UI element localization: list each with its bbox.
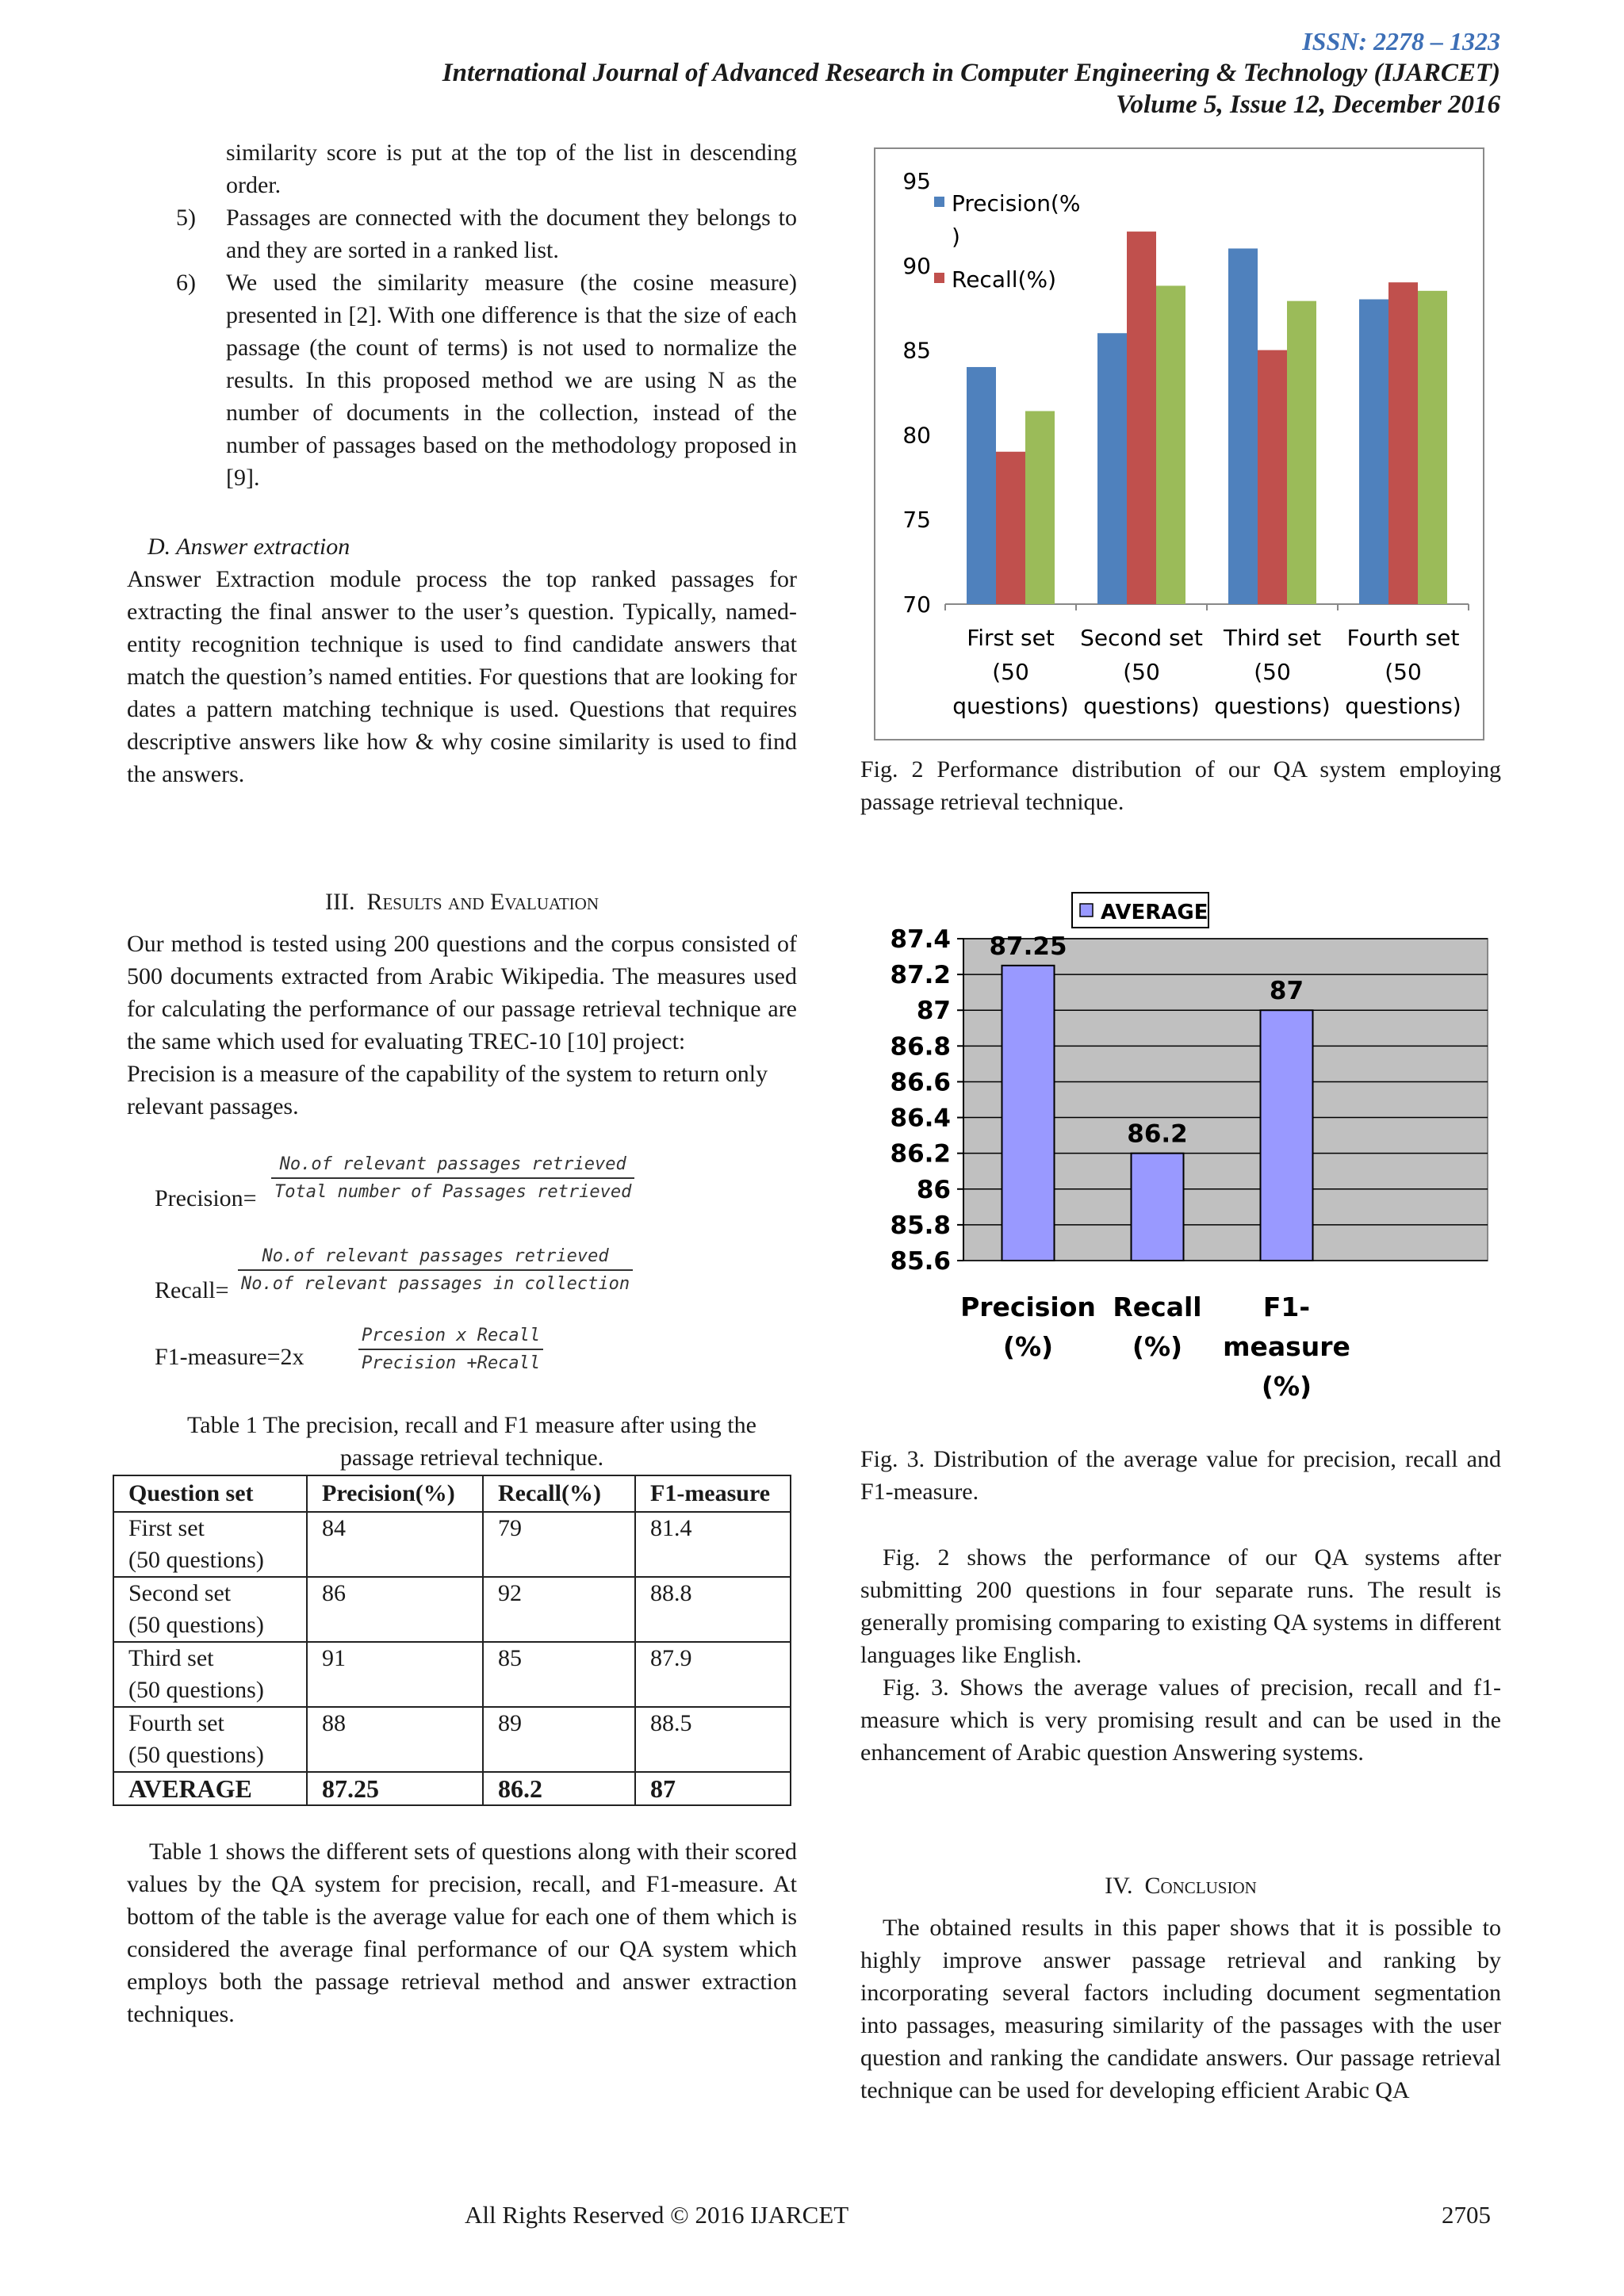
- fraction-numerator: No.of relevant passages retrieved: [238, 1246, 633, 1271]
- section-title: Conclusion: [1144, 1873, 1257, 1899]
- paragraph: Answer Extraction module process the top ranked passages for extracting the final answer to the user’s question. Typically, named-entity recognition technique is used to find candidate answers that match the question’s named entities. For questions that are looking for dates a pattern matching technique is used. Questions that requires descriptive answers like how & why cosine similarity is used to find the answers.: [127, 566, 797, 787]
- legend-swatch: [1080, 904, 1093, 916]
- bar: [1156, 285, 1185, 604]
- paragraph: Our method is tested using 200 questions and the corpus consisted of 500 documents extracted from Arabic Wikipedia. The measures used for calculating the performance of our passage retrieval technique are the same which used for evaluating TREC-10 [10] project:: [127, 931, 797, 1054]
- x-tick-label: First set: [967, 625, 1055, 651]
- bar: [1127, 232, 1156, 604]
- paragraph: Fig. 2 shows the performance of our QA systems after submitting 200 questions in four separate runs. The result is generally promising comparing to existing QA systems in different languages like English.: [860, 1544, 1501, 1668]
- x-tick-label: questions): [1345, 693, 1461, 719]
- y-tick-label: 87.2: [890, 961, 951, 990]
- table-row: [113, 1707, 791, 1772]
- x-tick-label: Precision: [960, 1292, 1096, 1322]
- y-tick-label: 87.4: [890, 925, 951, 954]
- section-heading: D. Answer extraction: [147, 534, 350, 560]
- table-cell: 87.25: [307, 1772, 483, 1805]
- issn-header: ISSN: 2278 – 1323: [1302, 27, 1500, 55]
- table-cell: 84: [307, 1512, 483, 1577]
- legend-swatch: [934, 273, 944, 283]
- table-header: Recall(%): [483, 1475, 635, 1512]
- x-tick-label: Third set: [1223, 625, 1322, 651]
- bar: [1025, 411, 1055, 604]
- y-tick-label: 95: [902, 168, 931, 194]
- bar: [996, 452, 1025, 604]
- y-tick-label: 86.4: [890, 1104, 951, 1133]
- bar: [1228, 248, 1258, 604]
- list-continuation: similarity score is put at the top of the list in descending order.: [226, 140, 797, 198]
- x-tick-label: (%): [1132, 1331, 1183, 1362]
- paragraph: Table 1 shows the different sets of questions along with their scored values by the QA system for precision, recall, and F1-measure. At bottom of the table is the average value for each one of them which is considered the average final performance of our QA system which employs both the passage retrieval method and answer extraction techniques.: [127, 1839, 797, 2027]
- fraction-numerator: No.of relevant passages retrieved: [271, 1154, 634, 1179]
- x-tick-label: (%): [1261, 1371, 1312, 1402]
- legend-label: Recall(%): [952, 266, 1056, 293]
- x-tick-label: Recall: [1113, 1292, 1202, 1322]
- paragraph: Fig. 3. Shows the average values of precision, recall and f1-measure which is very promising result and can be used in the enhancement of Arabic question Answering systems.: [860, 1674, 1501, 1766]
- bar: [1261, 1010, 1313, 1261]
- page-number: 2705: [1442, 2201, 1491, 2229]
- table-cell: 85: [483, 1642, 635, 1707]
- results-table: [113, 1475, 791, 1806]
- bar: [1287, 301, 1316, 604]
- precision-fraction: [271, 1154, 634, 1202]
- paragraph: The obtained results in this paper shows that it is possible to highly improve answer passage retrieval and ranking by incorporating several factors including document segmentation into passages, measuring similarity of the passages with the user question and ranking the candidate answers. Our passage retrieval technique can be used for developing efficient Arabic QA: [860, 1915, 1501, 2103]
- table-cell: Fourth set (50 questions): [113, 1707, 307, 1772]
- table-cell: 86.2: [483, 1772, 635, 1805]
- y-tick-label: 86.2: [890, 1139, 951, 1169]
- y-tick-label: 85.6: [890, 1247, 951, 1276]
- list-item-6: [127, 266, 797, 494]
- table-caption: Table 1 The precision, recall and F1 measure after using the passage retrieval technique.: [187, 1412, 756, 1471]
- list-item-5: [127, 201, 797, 266]
- table-row: [113, 1642, 791, 1707]
- table-header: F1-measure: [635, 1475, 791, 1512]
- x-tick-label: Second set: [1080, 625, 1203, 651]
- results-discussion: [860, 1541, 1501, 1769]
- bar: [1097, 333, 1127, 604]
- table-cell: Third set (50 questions): [113, 1642, 307, 1707]
- x-tick-label: questions): [952, 693, 1069, 719]
- section-number: III.: [324, 889, 355, 915]
- section-heading: [860, 1869, 1501, 1902]
- y-tick-label: 85.8: [890, 1211, 951, 1240]
- y-tick-label: 70: [902, 591, 931, 618]
- bar: [1359, 300, 1388, 604]
- paragraph: Precision is a measure of the capability of the system to return only relevant passages.: [127, 1061, 768, 1119]
- fraction-denominator: No.of relevant passages in collection: [241, 1274, 630, 1294]
- table-cell: 92: [483, 1577, 635, 1642]
- table-cell: 87.9: [635, 1642, 791, 1707]
- table-cell: 88: [307, 1707, 483, 1772]
- bar: [1002, 966, 1055, 1261]
- y-tick-label: 75: [902, 507, 931, 534]
- y-tick-label: 80: [902, 422, 931, 449]
- x-tick-label: measure: [1223, 1331, 1350, 1362]
- f1-formula-label: F1-measure=2x: [155, 1344, 304, 1370]
- x-tick-label: (50: [992, 659, 1029, 685]
- x-tick-label: questions): [1083, 693, 1200, 719]
- table-header: Question set: [113, 1475, 307, 1512]
- bar: [967, 367, 996, 604]
- table-cell: Second set (50 questions): [113, 1577, 307, 1642]
- fig2-chart: [874, 147, 1484, 740]
- data-label: 87: [1269, 977, 1304, 1006]
- recall-fraction: [238, 1246, 633, 1294]
- bar: [1132, 1154, 1184, 1261]
- table-cell: 88.5: [635, 1707, 791, 1772]
- table-cell: First set (50 questions): [113, 1512, 307, 1577]
- conclusion-section: [860, 1869, 1501, 2107]
- figure-caption: Fig. 3. Distribution of the average value for precision, recall and F1-measure.: [860, 1446, 1501, 1505]
- legend-label: ): [952, 224, 960, 250]
- x-tick-label: (50: [1385, 659, 1422, 685]
- legend-label: Precision(%: [952, 190, 1081, 216]
- fig2-chart-svg: [875, 149, 1483, 739]
- journal-title: International Journal of Advanced Research in Computer Engineering & Technology (IJARCET): [442, 59, 1500, 87]
- list-number: 5): [176, 205, 196, 231]
- volume-info: Volume 5, Issue 12, December 2016: [1116, 90, 1500, 119]
- fig2-caption: [860, 753, 1501, 818]
- x-tick-label: (50: [1254, 659, 1291, 685]
- x-tick-label: (%): [1002, 1331, 1054, 1362]
- recall-formula-label: Recall=: [155, 1277, 229, 1303]
- table-cell: 79: [483, 1512, 635, 1577]
- fraction-denominator: Precision +Recall: [362, 1353, 541, 1373]
- list-number: 6): [176, 270, 196, 296]
- table-row: [113, 1577, 791, 1642]
- fig3-chart-svg: [874, 886, 1500, 1410]
- footer-rights: All Rights Reserved © 2016 IJARCET: [465, 2201, 849, 2229]
- table-row: [113, 1512, 791, 1577]
- y-tick-label: 86.6: [890, 1068, 951, 1097]
- fig3-chart: [874, 886, 1500, 1410]
- f1-fraction: [358, 1326, 543, 1373]
- bar: [1418, 291, 1447, 604]
- fraction-numerator: Prcesion x Recall: [358, 1326, 543, 1350]
- table-cell: 81.4: [635, 1512, 791, 1577]
- figure-caption: Fig. 2 Performance distribution of our QA system employing passage retrieval technique.: [860, 756, 1501, 815]
- section-title: Results and Evaluation: [366, 889, 599, 915]
- data-label: 87.25: [989, 932, 1067, 961]
- precision-formula-label: Precision=: [155, 1185, 257, 1211]
- table-average-row: [113, 1772, 791, 1805]
- list-item-text: We used the similarity measure (the cosine measure) presented in [2]. With one difference is that the size of each passage (the count of terms) is not used to normalize the results. In this proposed method we are using N as the number of documents in the collection, instead of the number of passages based on the methodology proposed in [9].: [226, 270, 797, 491]
- x-tick-label: (50: [1123, 659, 1160, 685]
- x-tick-label: Fourth set: [1346, 625, 1460, 651]
- answer-extraction-section: [127, 530, 797, 790]
- y-tick-label: 90: [902, 252, 931, 279]
- bar: [1388, 282, 1418, 604]
- fig3-caption: [860, 1443, 1501, 1508]
- fraction-denominator: Total number of Passages retrieved: [274, 1182, 632, 1202]
- table-cell: 86: [307, 1577, 483, 1642]
- legend-label: AVERAGE: [1101, 901, 1208, 924]
- results-section: [127, 886, 797, 1123]
- bar: [1258, 350, 1287, 604]
- data-label: 86.2: [1127, 1119, 1188, 1149]
- legend-swatch: [934, 197, 944, 207]
- table-cell: 89: [483, 1707, 635, 1772]
- table-cell: 88.8: [635, 1577, 791, 1642]
- y-tick-label: 85: [902, 337, 931, 364]
- list-item-text: Passages are connected with the document they belongs to and they are sorted in a ranked list.: [226, 205, 797, 263]
- table-cell: AVERAGE: [113, 1772, 307, 1805]
- y-tick-label: 86.8: [890, 1032, 951, 1062]
- table-header-row: [113, 1475, 791, 1512]
- y-tick-label: 87: [916, 997, 951, 1026]
- section-heading: [127, 886, 797, 918]
- x-tick-label: F1-: [1262, 1292, 1311, 1322]
- y-tick-label: 86: [916, 1175, 951, 1204]
- section-number: IV.: [1105, 1873, 1133, 1899]
- table-cell: 91: [307, 1642, 483, 1707]
- table-cell: 87: [635, 1772, 791, 1805]
- table-description: [127, 1835, 797, 2030]
- x-tick-label: questions): [1214, 693, 1331, 719]
- left-column-top: [127, 136, 797, 494]
- table-header: Precision(%): [307, 1475, 483, 1512]
